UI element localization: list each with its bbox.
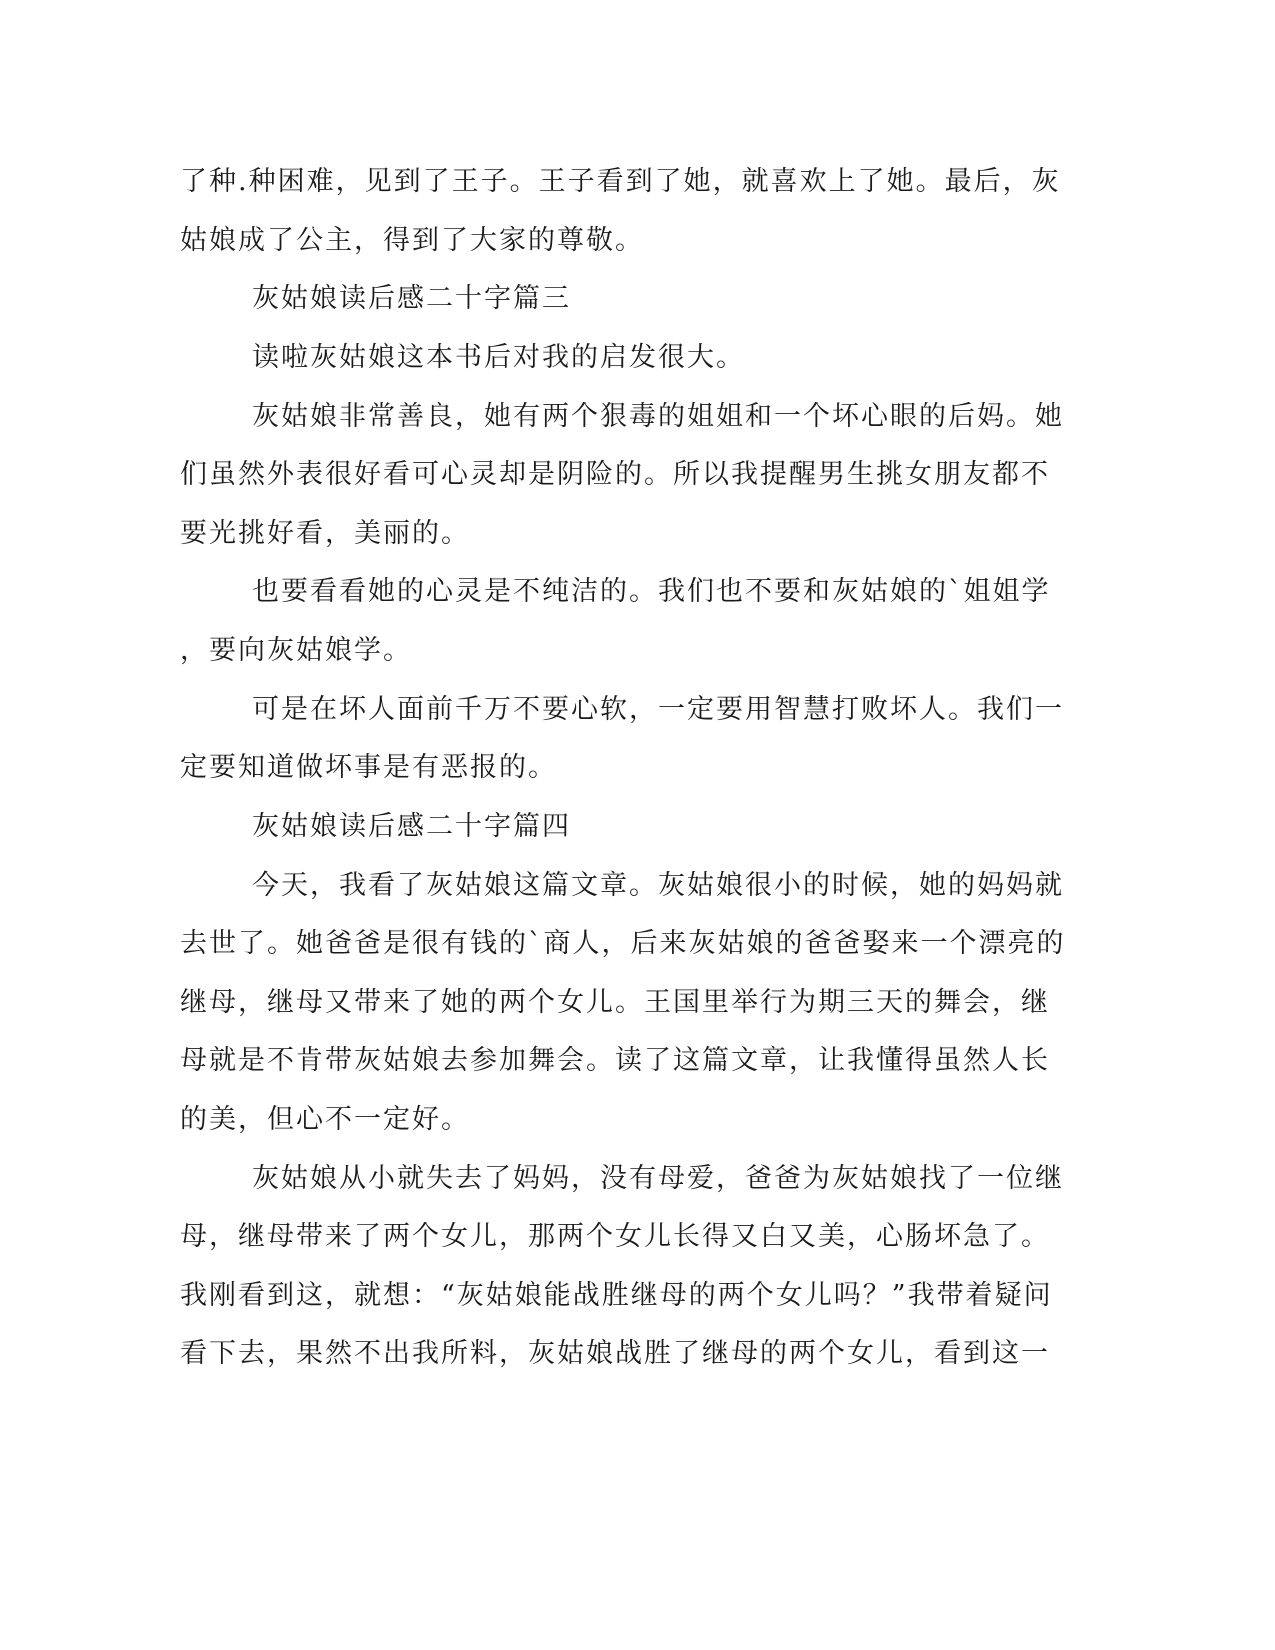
section-heading: 灰姑娘读后感二十字篇四 bbox=[252, 811, 571, 842]
text-line: 我刚看到这，就想：“灰姑娘能战胜继母的两个女儿吗？”我带着疑问 bbox=[180, 1280, 1053, 1311]
text-line: 了种.种困难，见到了王子。王子看到了她，就喜欢上了她。最后，灰 bbox=[180, 166, 1061, 197]
text-line: 灰姑娘从小就失去了妈妈，没有母爱，爸爸为灰姑娘找了一位继 bbox=[252, 1163, 1064, 1194]
text-line: 今天，我看了灰姑娘这篇文章。灰姑娘很小的时候，她的妈妈就 bbox=[252, 870, 1064, 901]
text-line: 定要知道做坏事是有恶报的。 bbox=[180, 752, 557, 783]
text-line: 母，继母带来了两个女儿，那两个女儿长得又白又美，心肠坏急了。 bbox=[180, 1221, 1050, 1252]
text-line: 母就是不肯带灰姑娘去参加舞会。读了这篇文章，让我懂得虽然人长 bbox=[180, 1045, 1050, 1076]
text-line: ，要向灰姑娘学。 bbox=[180, 635, 412, 666]
text-line: 去世了。她爸爸是很有钱的`商人，后来灰姑娘的爸爸娶来一个漂亮的 bbox=[180, 928, 1066, 959]
text-line: 要光挑好看，美丽的。 bbox=[180, 518, 470, 549]
text-line: 的美，但心不一定好。 bbox=[180, 1104, 470, 1135]
section-heading: 灰姑娘读后感二十字篇三 bbox=[252, 283, 571, 314]
text-line: 也要看看她的心灵是不纯洁的。我们也不要和灰姑娘的`姐姐学 bbox=[252, 576, 1051, 607]
text-line: 们虽然外表很好看可心灵却是阴险的。所以我提醒男生挑女朋友都不 bbox=[180, 459, 1050, 490]
text-line: 灰姑娘非常善良，她有两个狠毒的姐姐和一个坏心眼的后妈。她 bbox=[252, 401, 1064, 432]
text-line: 继母，继母又带来了她的两个女儿。王国里举行为期三天的舞会，继 bbox=[180, 987, 1050, 1018]
text-line: 姑娘成了公主，得到了大家的尊敬。 bbox=[180, 225, 644, 256]
text-line: 可是在坏人面前千万不要心软，一定要用智慧打败坏人。我们一 bbox=[252, 694, 1064, 725]
text-line: 看下去，果然不出我所料，灰姑娘战胜了继母的两个女儿，看到这一 bbox=[180, 1338, 1050, 1369]
text-line: 读啦灰姑娘这本书后对我的启发很大。 bbox=[252, 342, 745, 373]
